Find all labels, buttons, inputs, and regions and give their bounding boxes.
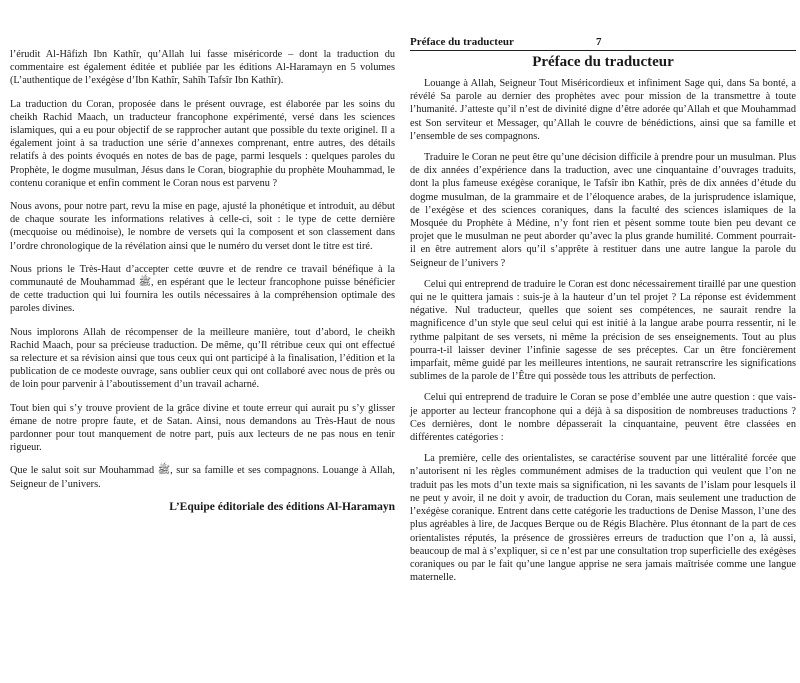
right-paragraph-5: La première, celle des orientalistes, se caractérise souvent par une littéralité forcée que n’autorisent ni les règles communément admises de la traduction qui veulent que l’on ne traduit pas les mots d’un texte mais sa signification, ni les savants de l’islam pour lesquels il ne peut y avoir, il ne doit y avoir, de traduction du Coran, mais seulement une traduction de l’exégèse coranique. Entrent dans cette catégorie les traductions de Denise Masson, l’une des plus agréables à lire, de Jacques Berque ou de Régis Blachère. Plus étonnant de la part de ces orientalistes réputés, la présence de grossières erreurs de traduction que l’on a, là aussi, beaucoup de mal à s’expliquer, si ce n’est par une consultation trop superficielle des exégèses coraniques ou par le fait qu’une langue apprise ne sera jamais maîtrisée comme une langue maternelle.	[410, 453, 796, 584]
right-page	[410, 36, 796, 592]
left-page	[10, 48, 395, 513]
left-paragraph-4: Nous prions le Très-Haut d’accepter cette œuvre et de rendre ce travail bénéfique à la communauté de Mouhammad ﷺ, en espérant que le lecteur francophone puisse bénéficier de cette traduction qui lui fournira les outils nécessaires à la compréhension optimale des paroles divines.	[10, 263, 395, 315]
section-title: Préface du traducteur	[532, 54, 674, 70]
running-head-title: Préface du traducteur	[410, 36, 514, 48]
left-paragraph-6: Tout bien qui s’y trouve provient de la grâce divine et toute erreur qui aurait pu s’y glisser émane de notre propre faute, et de Satan. Ainsi, nous demandons au Très-Haut de nous pardonner pour tout manquement de notre part, puis aux lecteurs de ne pas nous en tenir rigueur.	[10, 402, 395, 454]
left-paragraph-7: Que le salut soit sur Mouhammad ﷺ, sur sa famille et ses compagnons. Louange à Allah, Seigneur de l’univers.	[10, 465, 395, 490]
left-paragraph-5: Nous implorons Allah de récompenser de la meilleure manière, tout d’abord, le cheikh Rachid Maach, pour sa précieuse traduction. De même, qu’Il rétribue ceux qui ont effectué sa relecture et sa révision ainsi que tous ceux qui ont participé à la finalisation, l’édition et la publication de ce modeste ouvrage, sans oublier ceux qui ont collaboré avec nous de près ou de loin pour parvenir à l’aboutissement d’un travail acharné.	[10, 326, 395, 391]
left-paragraph-2: La traduction du Coran, proposée dans le présent ouvrage, est élaborée par les soins du cheikh Rachid Maach, un traducteur francophone expérimenté, versé dans les sciences islamiques, qui a eu pour objectif de se rapprocher autant que possible du texte originel. Il a également joint à sa traduction une série d’annexes comprenant, entre autres, des détails relatifs à des points évoqués en notes de bas de page, parmi lesquels : quelques paroles du Prophète, le dogme musulman, Jésus dans le Coran, biographie du prophète Mouhammad, le contenu coranique et enfin comment le Coran nous est parvenu ?	[10, 98, 395, 189]
running-header	[410, 36, 796, 51]
right-paragraph-1: Louange à Allah, Seigneur Tout Miséricordieux et infiniment Sage qui, dans Sa bonté, a révélé Sa parole au dernier des prophètes avec pour mission de la transmettre à toute l’humanité. J’atteste qu’il n’est de divinité digne d’être adorée qu’Allah et que Mouhammad est Son serviteur et Messager, qu’Allah le couvre de bénédictions, ainsi que sa famille et l’ensemble de ses compagnons.	[410, 78, 796, 142]
left-paragraph-3: Nous avons, pour notre part, revu la mise en page, ajusté la phonétique et introduit, au début de chaque sourate les informations relatives à celle-ci, soit : le type de cette dernière (mecquoise ou médinoise), le nombre de versets qui la composent et son classement dans l’ordre chronologique de la révélation ainsi que le numéro du verset dont le titre est tiré.	[10, 201, 395, 252]
right-paragraph-4: Celui qui entreprend de traduire le Coran se pose d’emblée une autre question : que vais-je apporter au lecteur francophone qui a déjà à sa disposition de nombreuses traductions ? Ces dernières, dont le nombre dépasserait la cinquantaine, peuvent être classées en différentes catégories :	[410, 392, 796, 444]
right-paragraph-2: Traduire le Coran ne peut être qu’une décision difficile à prendre pour un musulman. Plus de dix années d’expérience dans la traduction, avec une cinquantaine d’ouvrages traduits, dont la plus fameuse exégèse coranique, le Tafsîr ibn Kathîr, près de dix années d’étude du dogme musulman, de la grammaire et de l’éloquence arabes, de la jurisprudence islamique, de l’exégèse et des sciences coraniques, dans la faculté des sciences islamiques de la Mosquée du Prophète à Médine, n’y font rien et pèsent somme toute bien peu devant ce projet que le musulman ne peut aborder qu’avec la plus grande humilité. Comment pourrait-il en être autrement alors qu’il s’apprête à restituer dans une autre langue la parole du Seigneur de l’univers ?	[410, 152, 796, 269]
left-paragraph-1: l’érudit Al-Hâfizh Ibn Kathîr, qu’Allah lui fasse miséricorde – dont la traduction du commentaire est également éditée et publiée par les éditions Al-Haramayn en 5 volumes (L’authentique de l’exégèse d’Ibn Kathîr, Sahîh Tafsîr Ibn Kathîr).	[10, 49, 395, 87]
right-paragraph-3: Celui qui entreprend de traduire le Coran est donc nécessairement tiraillé par une question qui ne le quittera jamais : suis-je à la hauteur d’un tel projet ? La réponse est évidemment négative. Nul traducteur, quelles que soient ses compétences, ne saurait rendre la magnificence d’un style que seul celui qui est initié à la langue arabe pourra ressentir, ni le rythme palpitant de ses versets, ni même la précision de ses enseignements. Tout au plus pourra-t-il laisser deviner l’infinie sagesse de ses préceptes. Car un être foncièrement imparfait, même guidé par les meilleures intentions, ne saurait retranscrire les significations sublimes de la parole de l’Être qui possède tous les attributs de perfection.	[410, 278, 796, 383]
editorial-signature: L’Equipe éditoriale des éditions Al-Haramayn	[169, 500, 395, 513]
page-number: 7	[596, 36, 602, 48]
